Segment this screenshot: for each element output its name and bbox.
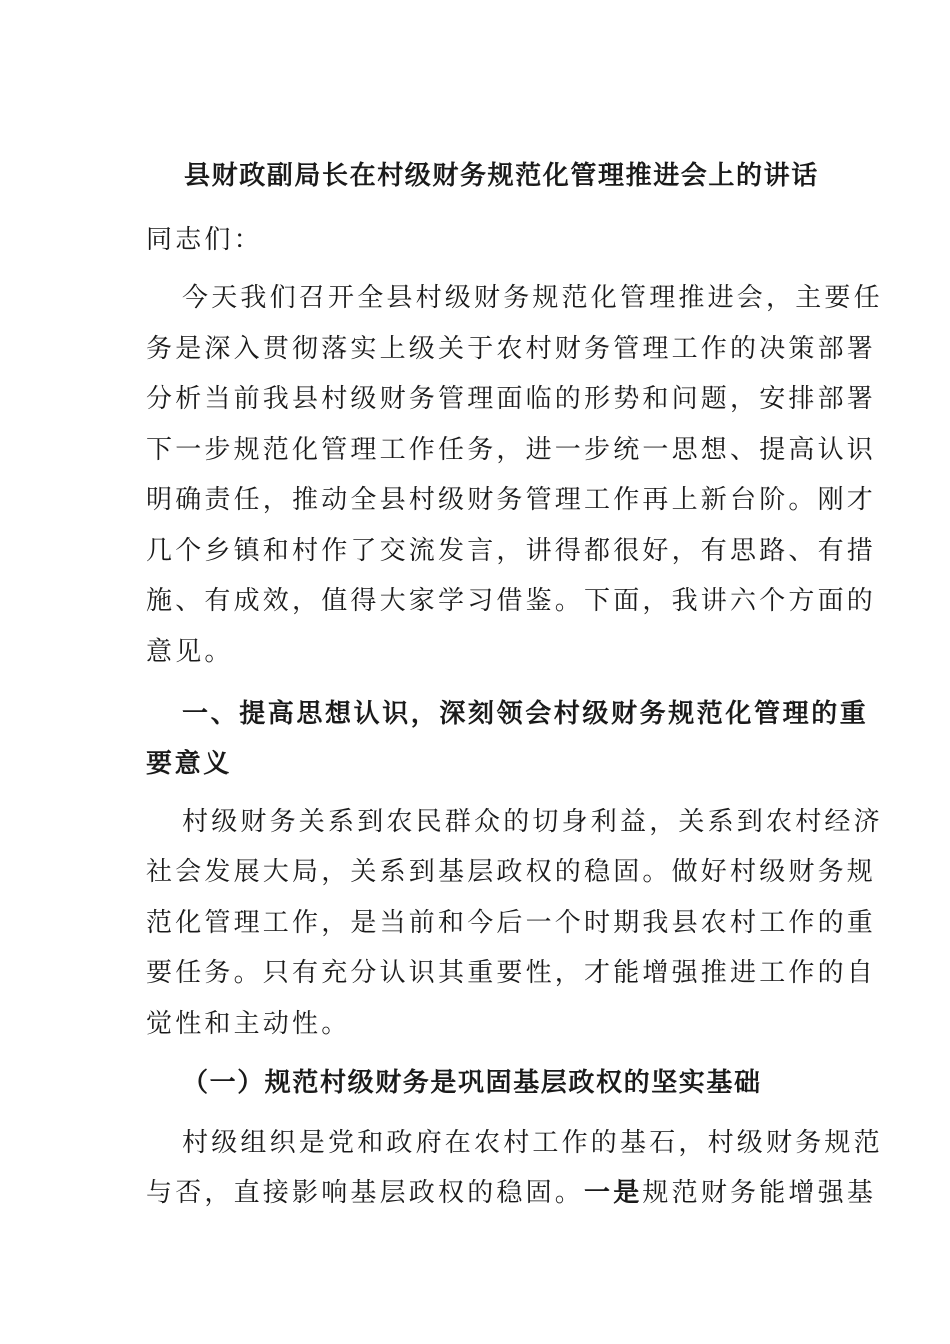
paragraph-line: 明确责任，推动全县村级财务管理工作再上新台阶。刚才 (146, 485, 877, 515)
text-run: 规范财务能增强基 (642, 1178, 877, 1208)
section-heading-line: 要意义 (146, 749, 232, 779)
subsection-heading: （一）规范村级财务是巩固基层政权的坚实基础 (182, 1068, 762, 1098)
paragraph-line: 下一步规范化管理工作任务，进一步统一思想、提高认识 (146, 435, 877, 465)
paragraph-line: 分析当前我县村级财务管理面临的形势和问题，安排部署 (146, 384, 877, 414)
paragraph-line: 今天我们召开全县村级财务规范化管理推进会，主要任 (182, 283, 883, 313)
paragraph-line: 村级财务关系到农民群众的切身利益，关系到农村经济 (182, 807, 883, 837)
paragraph-line: 施、有成效，值得大家学习借鉴。下面，我讲六个方面的 (146, 586, 877, 616)
paragraph-line (146, 1173, 877, 1213)
paragraph-line: 务是深入贯彻落实上级关于农村财务管理工作的决策部署 (146, 334, 877, 364)
paragraph-line: 意见。 (146, 637, 234, 667)
emphasis-text: 一是 (584, 1178, 643, 1208)
section-heading-line: 一、提高思想认识，深刻领会村级财务规范化管理的重 (182, 699, 869, 729)
text-run: 与否，直接影响基层政权的稳固。 (146, 1178, 585, 1208)
document-title: 县财政副局长在村级财务规范化管理推进会上的讲话 (184, 161, 819, 191)
paragraph-line: 觉性和主动性。 (146, 1009, 351, 1039)
paragraph-line: 要任务。只有充分认识其重要性，才能增强推进工作的自 (146, 958, 877, 988)
salutation: 同志们： (146, 225, 263, 255)
paragraph-line: 范化管理工作，是当前和今后一个时期我县农村工作的重 (146, 908, 877, 938)
paragraph-line: 社会发展大局，关系到基层政权的稳固。做好村级财务规 (146, 857, 877, 887)
paragraph-line: 几个乡镇和村作了交流发言，讲得都很好，有思路、有措 (146, 536, 877, 566)
paragraph-line: 村级组织是党和政府在农村工作的基石，村级财务规范 (182, 1128, 883, 1158)
